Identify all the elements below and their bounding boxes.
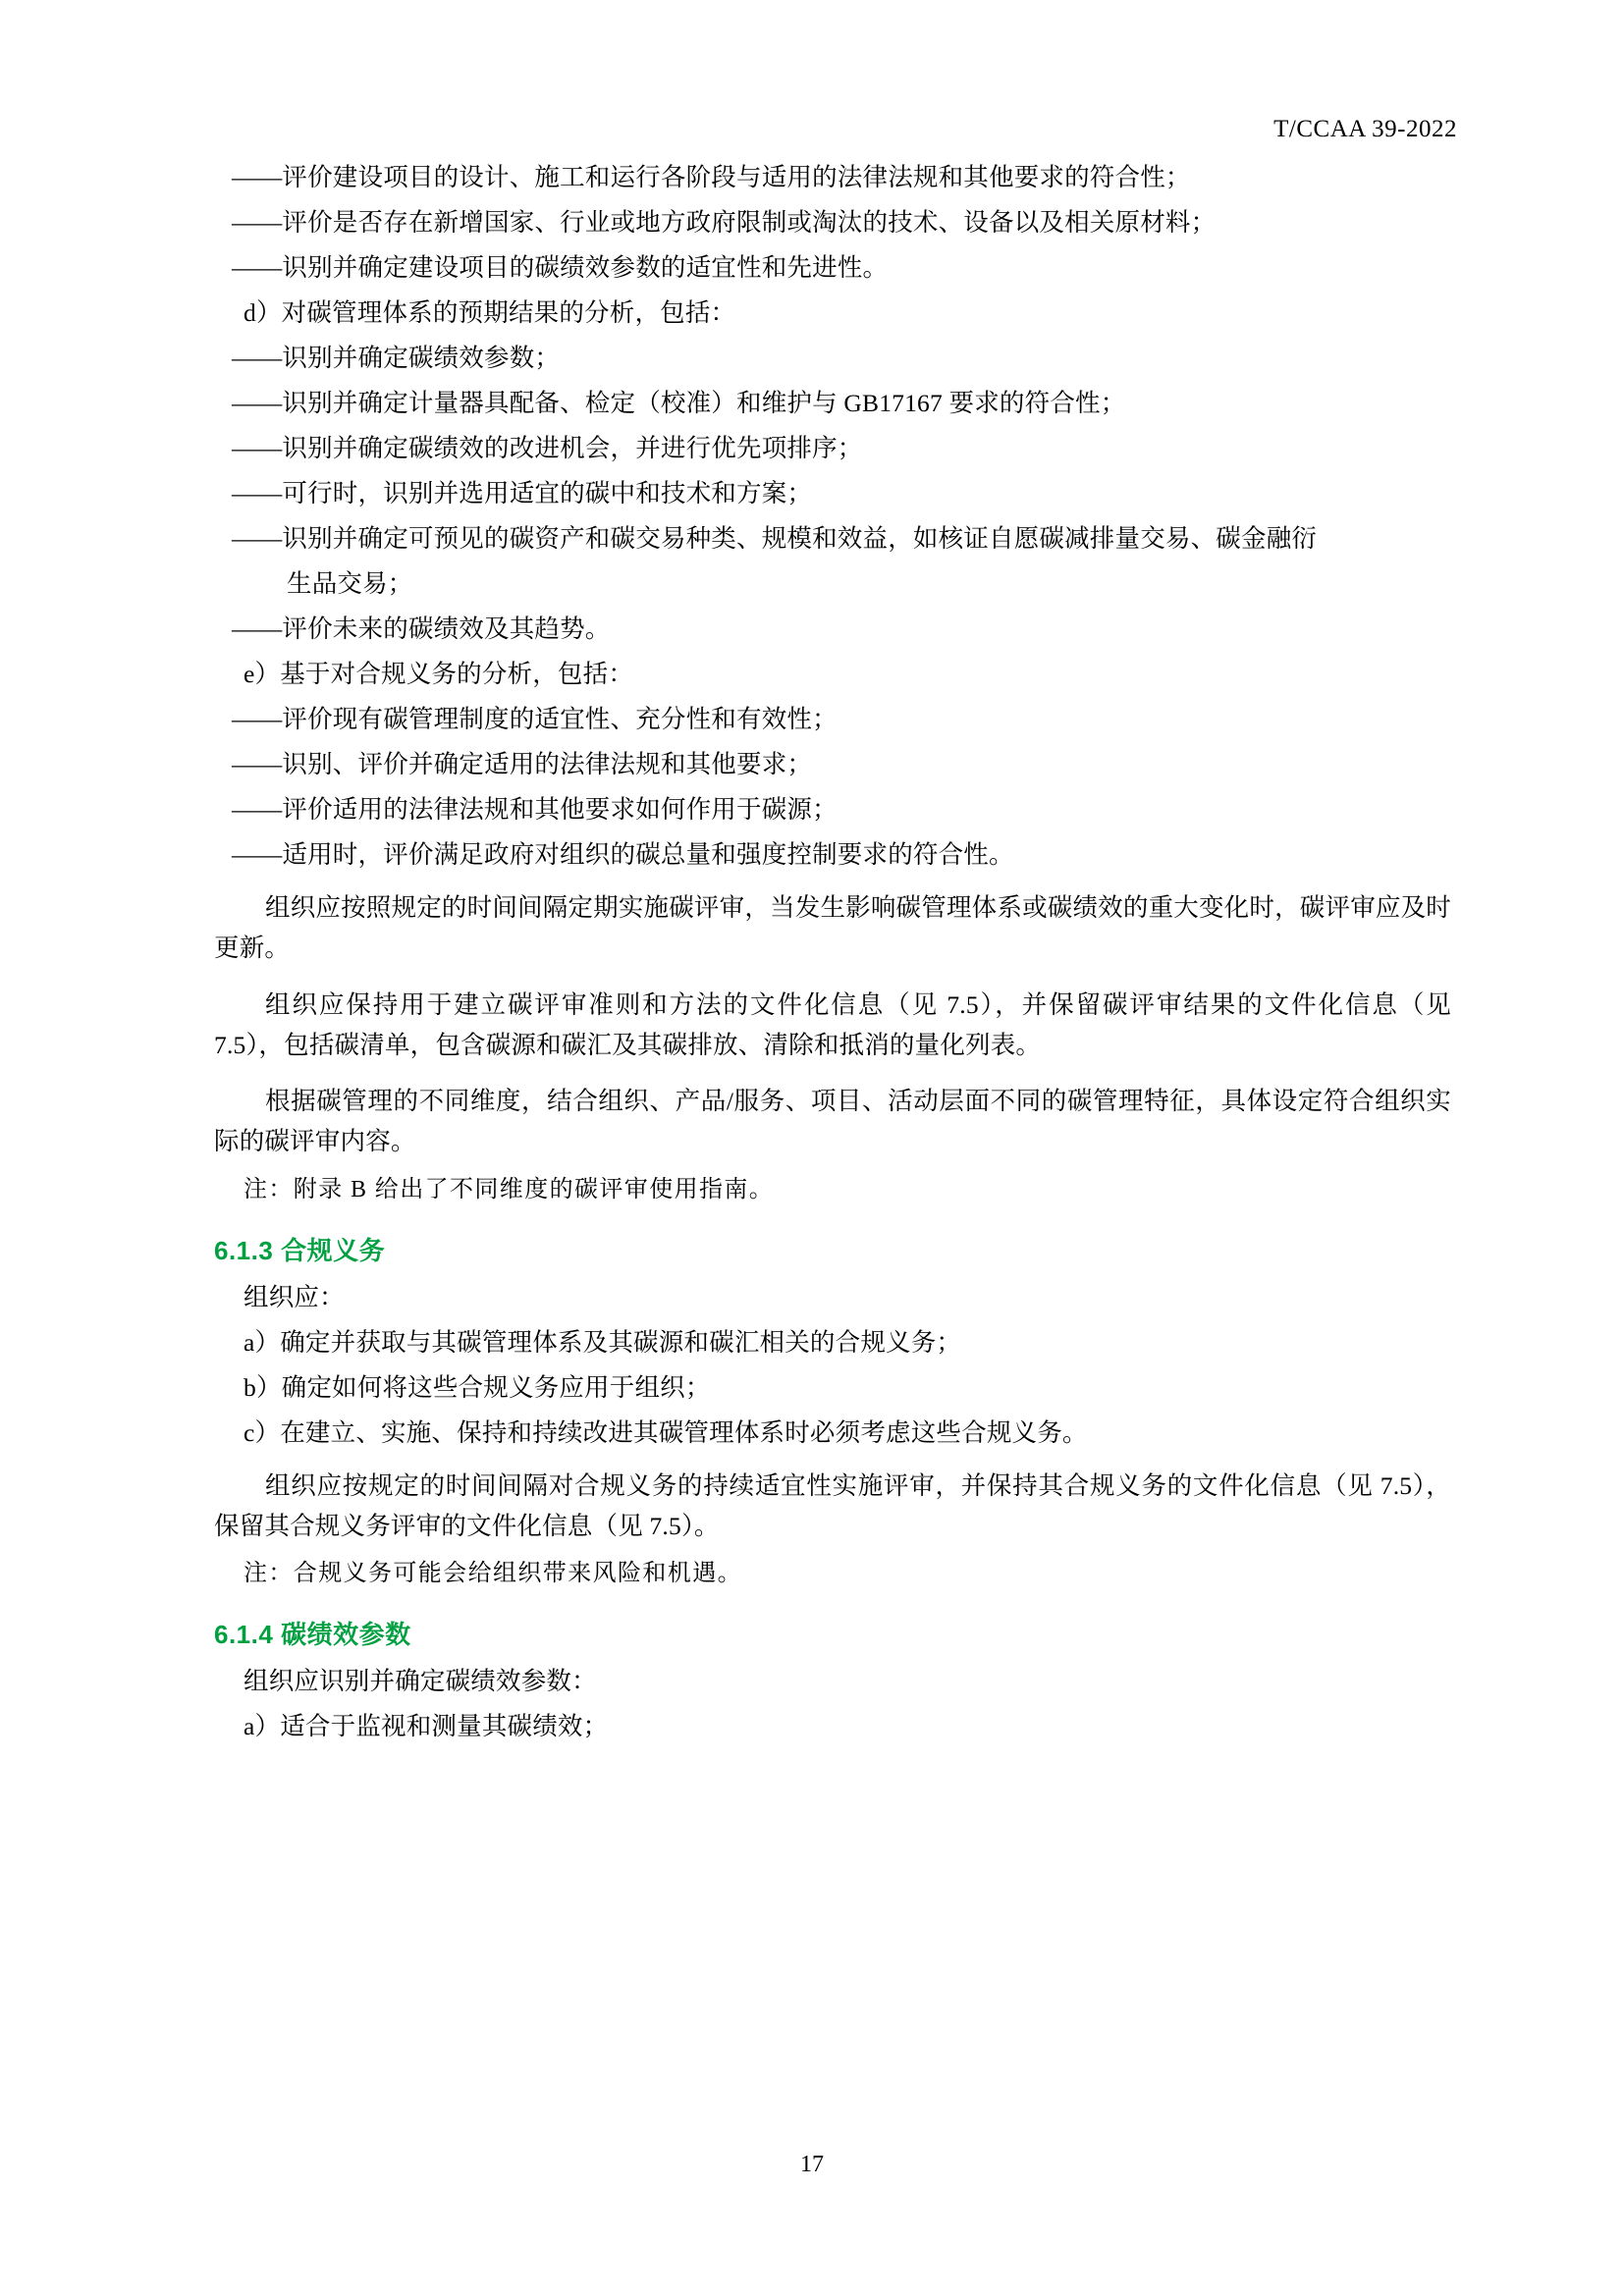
list-item-continuation (214, 571, 1451, 597)
section-heading-6-1-4 (214, 1615, 1451, 1651)
list-item: ——评价是否存在新增国家、行业或地方政府限制或淘汰的技术、设备以及相关原材料； (232, 208, 1217, 237)
list-item: ——识别并确定建设项目的碳绩效参数的适宜性和先进性。 (232, 253, 889, 282)
section-heading-6-1-3 (214, 1231, 1451, 1267)
section-title: 合规义务 (281, 1235, 386, 1265)
list-item: ——可行时，识别并选用适宜的碳中和技术和方案； (232, 479, 813, 507)
paragraph: 根据碳管理的不同维度，结合组织、产品/服务、项目、活动层面不同的碳管理特征，具体设定符合组织实际的碳评审内容。 (214, 1087, 1451, 1156)
list-item: a）适合于监视和测量其碳绩效； (244, 1712, 609, 1741)
section-intro: 组织应识别并确定碳绩效参数： (244, 1667, 597, 1696)
list-item: ——识别并确定碳绩效参数； (232, 344, 561, 372)
page-content (214, 165, 1451, 1759)
paragraph: 组织应按规定的时间间隔对合规义务的持续适宜性实施评审，并保持其合规义务的文件化信息（见 7.5），保留其合规义务评审的文件化信息（见 7.5）。 (214, 1470, 1451, 1541)
section-title-spacer (273, 1236, 281, 1265)
section-intro: 组织应： (244, 1282, 345, 1311)
list-item: ——评价适用的法律法规和其他要求如何作用于碳源； (232, 795, 838, 824)
list-item: ——评价现有碳管理制度的适宜性、充分性和有效性； (232, 705, 838, 733)
list-item: ——适用时，评价满足政府对组织的碳总量和强度控制要求的符合性。 (232, 840, 1014, 869)
paragraph: 组织应保持用于建立碳评审准则和方法的文件化信息（见 7.5），并保留碳评审结果的文件化信息（见 7.5），包括碳清单，包含碳源和碳汇及其碳排放、清除和抵消的量化列表。 (214, 989, 1451, 1059)
paragraph: 组织应按照规定的时间间隔定期实施碳评审，当发生影响碳管理体系或碳绩效的重大变化时，碳评审应及时更新。 (214, 893, 1451, 963)
list-item: ——识别并确定碳绩效的改进机会，并进行优先项排序； (232, 434, 863, 462)
list-item: ——识别并确定计量器具配备、检定（校准）和维护与 GB17167 要求的符合性； (232, 389, 1126, 417)
list-item-d: d）对碳管理体系的预期结果的分析，包括： (244, 298, 736, 327)
section-title: 碳绩效参数 (281, 1620, 411, 1650)
list-item: a）确定并获取与其碳管理体系及其碳源和碳汇相关的合规义务； (244, 1327, 962, 1357)
note: 注：合规义务可能会给组织带来风险和机遇。 (244, 1561, 742, 1587)
list-item: ——评价建设项目的设计、施工和运行各阶段与适用的法律法规和其他要求的符合性； (232, 163, 1191, 191)
list-item-continuation-text: 生品交易； (287, 569, 413, 598)
note: 注：附录 B 给出了不同维度的碳评审使用指南。 (244, 1176, 775, 1202)
list-item: ——评价未来的碳绩效及其趋势。 (232, 614, 611, 643)
list-item: ——识别并确定可预见的碳资产和碳交易种类、规模和效益，如核证自愿碳减排量交易、碳金融衍 (232, 524, 1318, 553)
page-header-standard-code: T/CCAA 39-2022 (1273, 116, 1457, 142)
list-item: c）在建立、实施、保持和持续改进其碳管理体系时必须考虑这些合规义务。 (244, 1417, 1088, 1447)
list-item: b）确定如何将这些合规义务应用于组织； (244, 1372, 711, 1402)
section-number: 6.1.4 (214, 1620, 274, 1650)
page-number: 17 (800, 2152, 824, 2177)
section-number: 6.1.3 (214, 1235, 274, 1265)
section-title-spacer (273, 1620, 281, 1649)
list-item-e: e）基于对合规义务的分析，包括： (244, 660, 634, 688)
list-item: ——识别、评价并确定适用的法律法规和其他要求； (232, 750, 813, 778)
